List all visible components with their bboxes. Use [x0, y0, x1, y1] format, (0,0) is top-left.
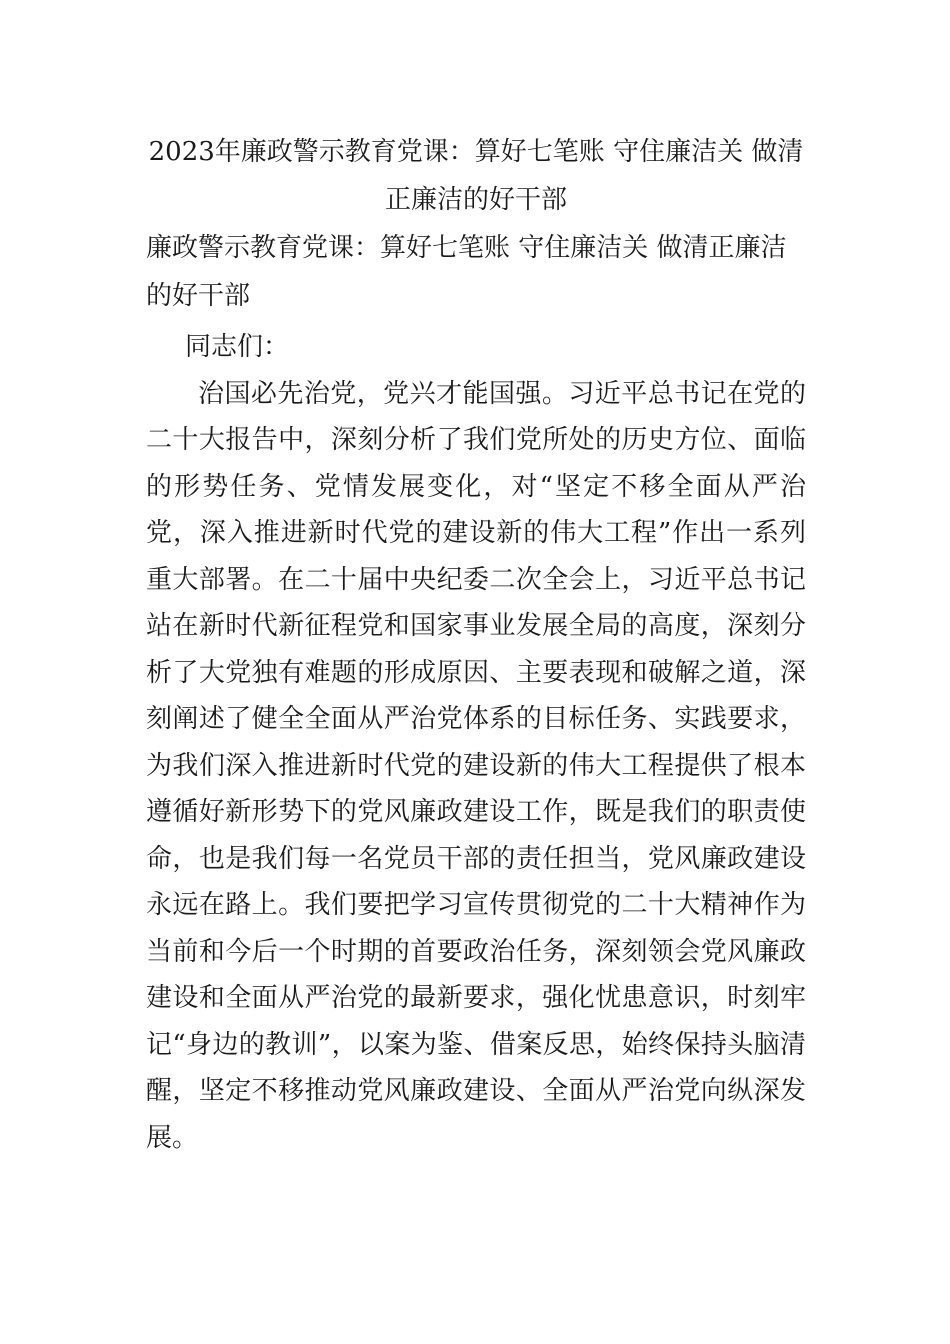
body-paragraph: 治国必先治党，党兴才能国强。习近平总书记在党的二十大报告中，深刻分析了我们党所处的历史方位、面临的形势任务、党情发展变化，对“坚定不移全面从严治党，深入推进新时代党的建设新的伟大工程”作出一系列重大部署。在二十届中央纪委二次全会上，习近平总书记站在新时代新征程党和国家事业发展全局的高度，深刻分析了大党独有难题的形成原因、主要表现和破解之道，深刻阐述了健全全面从严治党体系的目标任务、实践要求，为我们深入推进新时代党的建设新的伟大工程提供了根本遵循好新形势下的党风廉政建设工作，既是我们的职责使命，也是我们每一名党员干部的责任担当，党风廉政建设永远在路上。我们要把学习宣传贯彻党的二十大精神作为当前和今后一个时期的首要政治任务，深刻领会党风廉政建设和全面从严治党的最新要求，强化忧患意识，时刻牢记“身边的教训”，以案为鉴、借案反思，始终保持头脑清醒，坚定不移推动党风廉政建设、全面从严治党向纵深发展。 [146, 378, 806, 1153]
document-body [146, 128, 806, 1161]
title-line-2: 正廉洁的好干部 [384, 185, 567, 215]
document-subtitle: 廉政警示教育党课：算好七笔账 守住廉洁关 做清正廉洁的好干部 [146, 233, 787, 311]
salutation: 同志们： [185, 332, 290, 362]
title-line-1: 2023年廉政警示教育党课：算好七笔账 守住廉洁关 做清 [148, 137, 804, 167]
document-title [146, 128, 806, 224]
